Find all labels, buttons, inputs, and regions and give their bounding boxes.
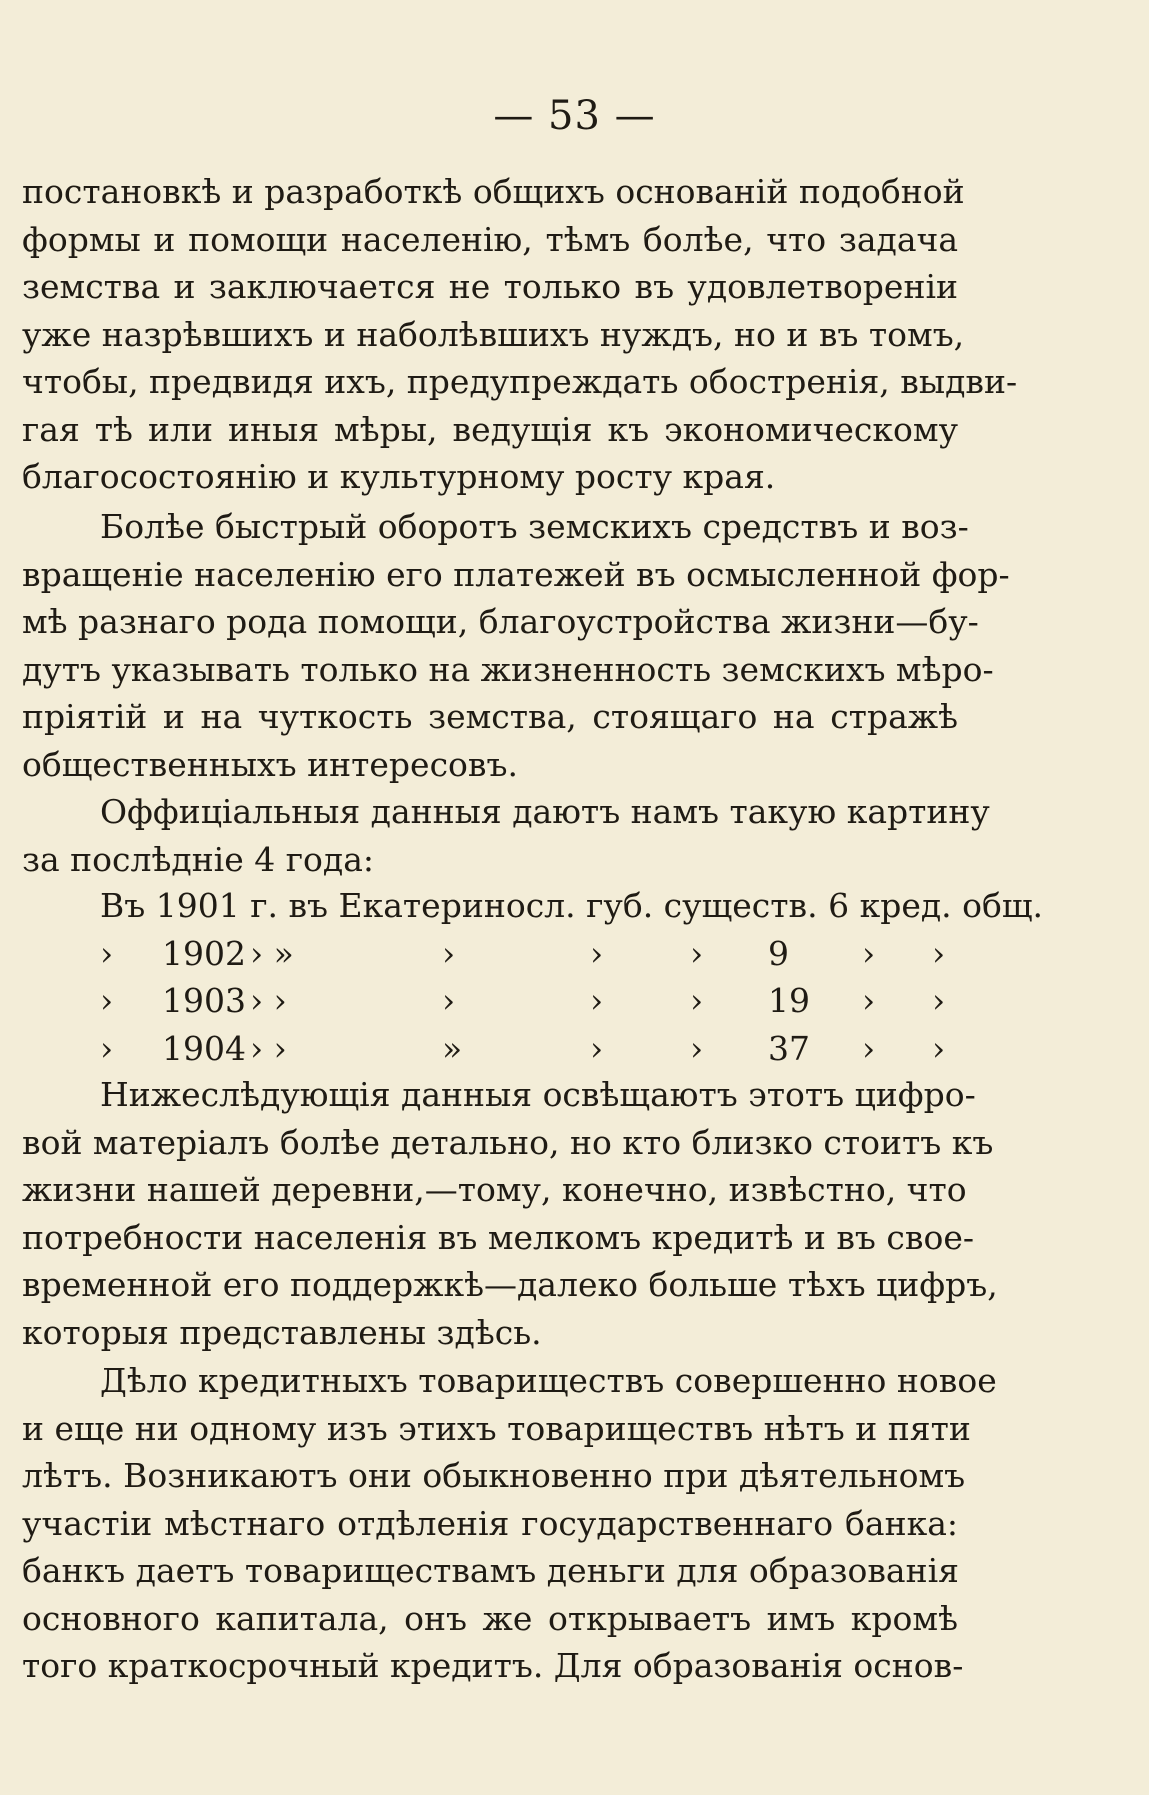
ditto-mark: › bbox=[862, 981, 876, 1020]
text-line: банкъ даетъ товариществамъ деньги для образованія bbox=[22, 1551, 959, 1590]
text-line: Оффиціальныя данныя даютъ намъ такую картину bbox=[100, 792, 990, 831]
text-line: постановкѣ и разработкѣ общихъ основаній подобной bbox=[22, 172, 965, 211]
paragraph-4 bbox=[22, 1071, 998, 1356]
ditto-mark: › bbox=[590, 933, 604, 973]
text-line: жизни нашей деревни,—тому, конечно, извѣстно, что bbox=[22, 1170, 967, 1209]
ditto-marks: › » bbox=[250, 933, 294, 973]
text-line: Дѣло кредитныхъ товариществъ совершенно новое bbox=[100, 1361, 997, 1400]
ditto-mark: › bbox=[862, 1028, 876, 1068]
text-line: вращеніе населенію его платежей въ осмысленной фор- bbox=[22, 554, 1010, 594]
text-line: того краткосрочный кредитъ. Для образованія основ- bbox=[22, 1646, 964, 1685]
text-line: вой матеріалъ болѣе детально, но кто близко стоитъ къ bbox=[22, 1122, 994, 1162]
text-line: уже назрѣвшихъ и наболѣвшихъ нуждъ, но и въ томъ, bbox=[22, 314, 965, 354]
text-line: потребности населенія въ мелкомъ кредитѣ и въ свое- bbox=[22, 1217, 975, 1257]
text-line: земства и заключается не только въ удовлетвореніи bbox=[22, 267, 958, 306]
table-row bbox=[22, 930, 958, 978]
ditto-mark: › bbox=[690, 1028, 704, 1068]
ditto-mark: › bbox=[690, 933, 704, 973]
text-line: за послѣдніе 4 года: bbox=[22, 839, 375, 879]
text-line: основного капитала, онъ же открываетъ имъ кромѣ bbox=[22, 1598, 958, 1638]
ditto-mark: › bbox=[442, 981, 456, 1020]
text-line: благосостоянію и культурному росту края. bbox=[22, 457, 776, 496]
table-row bbox=[22, 1025, 958, 1073]
ditto-mark: › bbox=[862, 933, 876, 973]
text-line: Нижеслѣдующія данныя освѣщаютъ этотъ цифро- bbox=[100, 1075, 976, 1114]
ditto-mark: › bbox=[100, 933, 114, 973]
count-cell: 19 bbox=[768, 981, 810, 1020]
count-cell: 9 bbox=[768, 933, 789, 973]
year-cell: 1902 bbox=[162, 933, 246, 973]
text-line: и еще ни одному изъ этихъ товариществъ нѣтъ и пяти bbox=[22, 1408, 971, 1448]
text-line: Болѣе быстрый оборотъ земскихъ средствъ и воз- bbox=[100, 507, 969, 546]
text-line: мѣ разнаго рода помощи, благоустройства жизни—бу- bbox=[22, 602, 979, 641]
ditto-marks: › › bbox=[250, 981, 287, 1020]
text-line: временной его поддержкѣ—далеко больше тѣхъ цифръ, bbox=[22, 1265, 998, 1304]
text-line: участіи мѣстнаго отдѣленія государственнаго банка: bbox=[22, 1503, 958, 1543]
ditto-mark: › bbox=[932, 933, 946, 973]
table-first-row-text: Въ 1901 г. въ Екатериносл. губ. существ. 6 кред. общ. bbox=[100, 886, 1044, 925]
paragraph-3 bbox=[22, 788, 990, 883]
year-cell: 1903 bbox=[162, 981, 246, 1020]
text-line: общественныхъ интересовъ. bbox=[22, 744, 518, 784]
ditto-mark: » bbox=[442, 1028, 463, 1068]
ditto-marks: › › bbox=[250, 1028, 287, 1068]
text-line: формы и помощи населенію, тѣмъ болѣе, что задача bbox=[22, 219, 958, 259]
text-line: пріятій и на чуткость земства, стоящаго на стражѣ bbox=[22, 697, 958, 736]
paragraph-5 bbox=[22, 1357, 997, 1690]
count-cell: 37 bbox=[768, 1028, 810, 1068]
page-number: — 53 — bbox=[493, 93, 656, 139]
paragraph-1 bbox=[22, 168, 1018, 501]
text-line: которыя представлены здѣсь. bbox=[22, 1312, 542, 1352]
ditto-mark: › bbox=[100, 981, 114, 1020]
table-row bbox=[22, 882, 1044, 930]
text-line: лѣтъ. Возникаютъ они обыкновенно при дѣятельномъ bbox=[22, 1456, 966, 1495]
ditto-mark: › bbox=[442, 933, 456, 973]
year-cell: 1904 bbox=[162, 1028, 246, 1068]
ditto-mark: › bbox=[590, 1028, 604, 1068]
text-line: чтобы, предвидя ихъ, предупреждать обостренія, выдви- bbox=[22, 362, 1018, 401]
paragraph-2 bbox=[22, 503, 1010, 788]
text-line: дутъ указывать только на жизненность земскихъ мѣро- bbox=[22, 649, 994, 689]
ditto-mark: › bbox=[932, 981, 946, 1020]
ditto-mark: › bbox=[932, 1028, 946, 1068]
ditto-mark: › bbox=[590, 981, 604, 1020]
text-line: гая тѣ или иныя мѣры, ведущія къ экономическому bbox=[22, 409, 958, 449]
ditto-mark: › bbox=[100, 1028, 114, 1068]
table-row bbox=[22, 977, 958, 1025]
ditto-mark: › bbox=[690, 981, 704, 1020]
credit-societies-table bbox=[22, 882, 1044, 1072]
